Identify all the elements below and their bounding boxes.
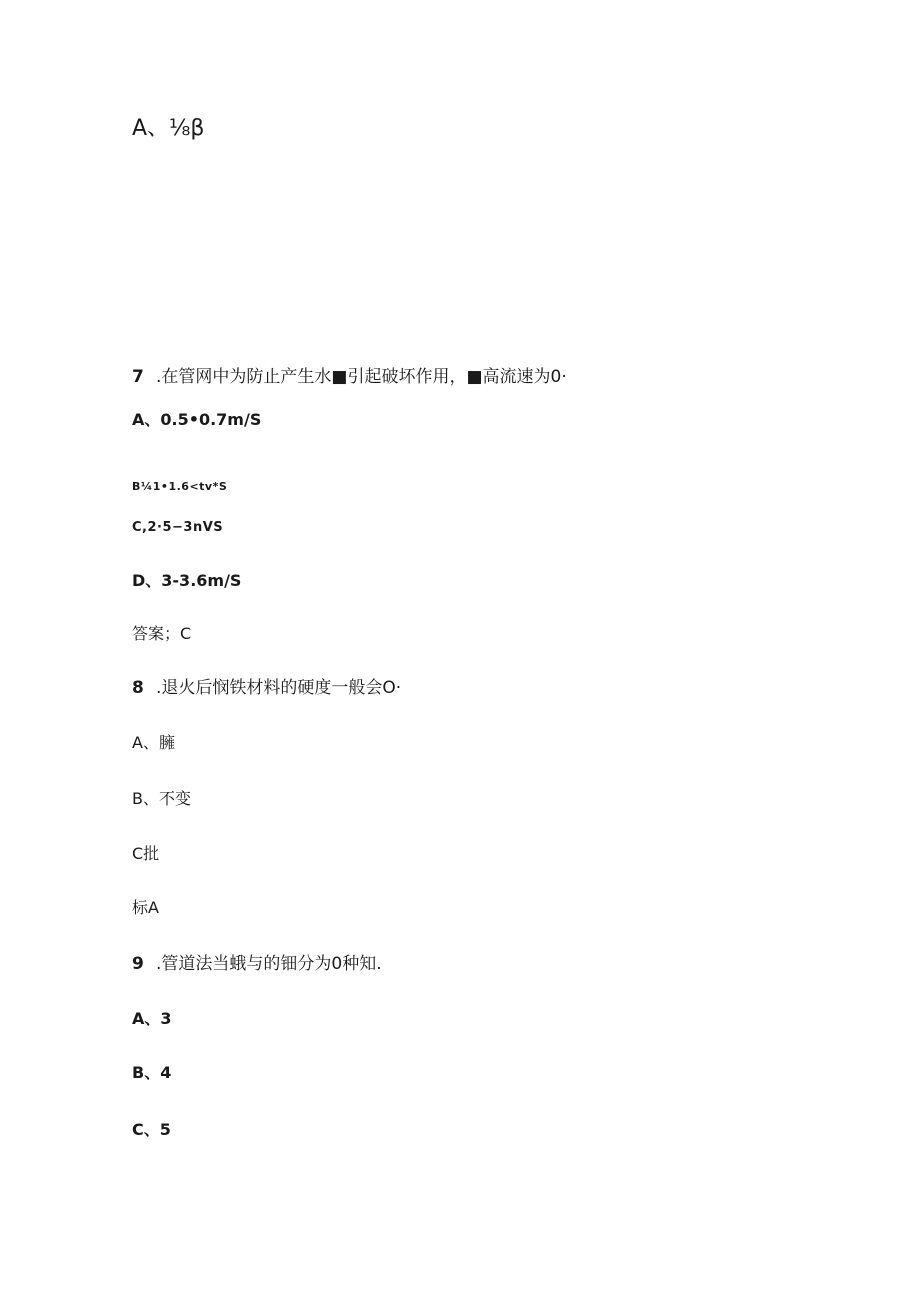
- option-fragment: A、⅛β: [132, 116, 205, 141]
- question-text: .管道法当蛾与的钿分为0种知.: [156, 954, 382, 974]
- q9-option-b: B、4: [132, 1063, 172, 1082]
- q7-option-c: C,2·5−3nVS: [132, 520, 224, 535]
- q7-option-a: A、0.5•0.7m/S: [132, 410, 262, 429]
- q7-answer: 答案；C: [132, 624, 192, 643]
- question-9: [132, 956, 382, 973]
- q7-option-b: B¼1•1.6<tv*S: [132, 480, 228, 493]
- q8-option-a: A、臃: [132, 733, 175, 752]
- q8-option-c: C批: [132, 844, 160, 863]
- question-8: [132, 680, 401, 697]
- question-number: 7: [132, 367, 144, 387]
- q8-option-b: B、不变: [132, 789, 191, 808]
- question-number: 9: [132, 954, 144, 974]
- question-number: 8: [132, 678, 144, 698]
- q9-option-a: A、3: [132, 1009, 172, 1028]
- q8-answer: 标A: [132, 898, 159, 917]
- question-7: [132, 369, 567, 386]
- question-text: .退火后悯铁材料的硬度一般会O·: [156, 678, 402, 698]
- q7-option-d: D、3-3.6m/S: [132, 571, 242, 590]
- question-text: .在管网中为防止产生水■引起破坏作用，■高流速为0·: [156, 367, 567, 387]
- q9-option-c: C、5: [132, 1120, 171, 1139]
